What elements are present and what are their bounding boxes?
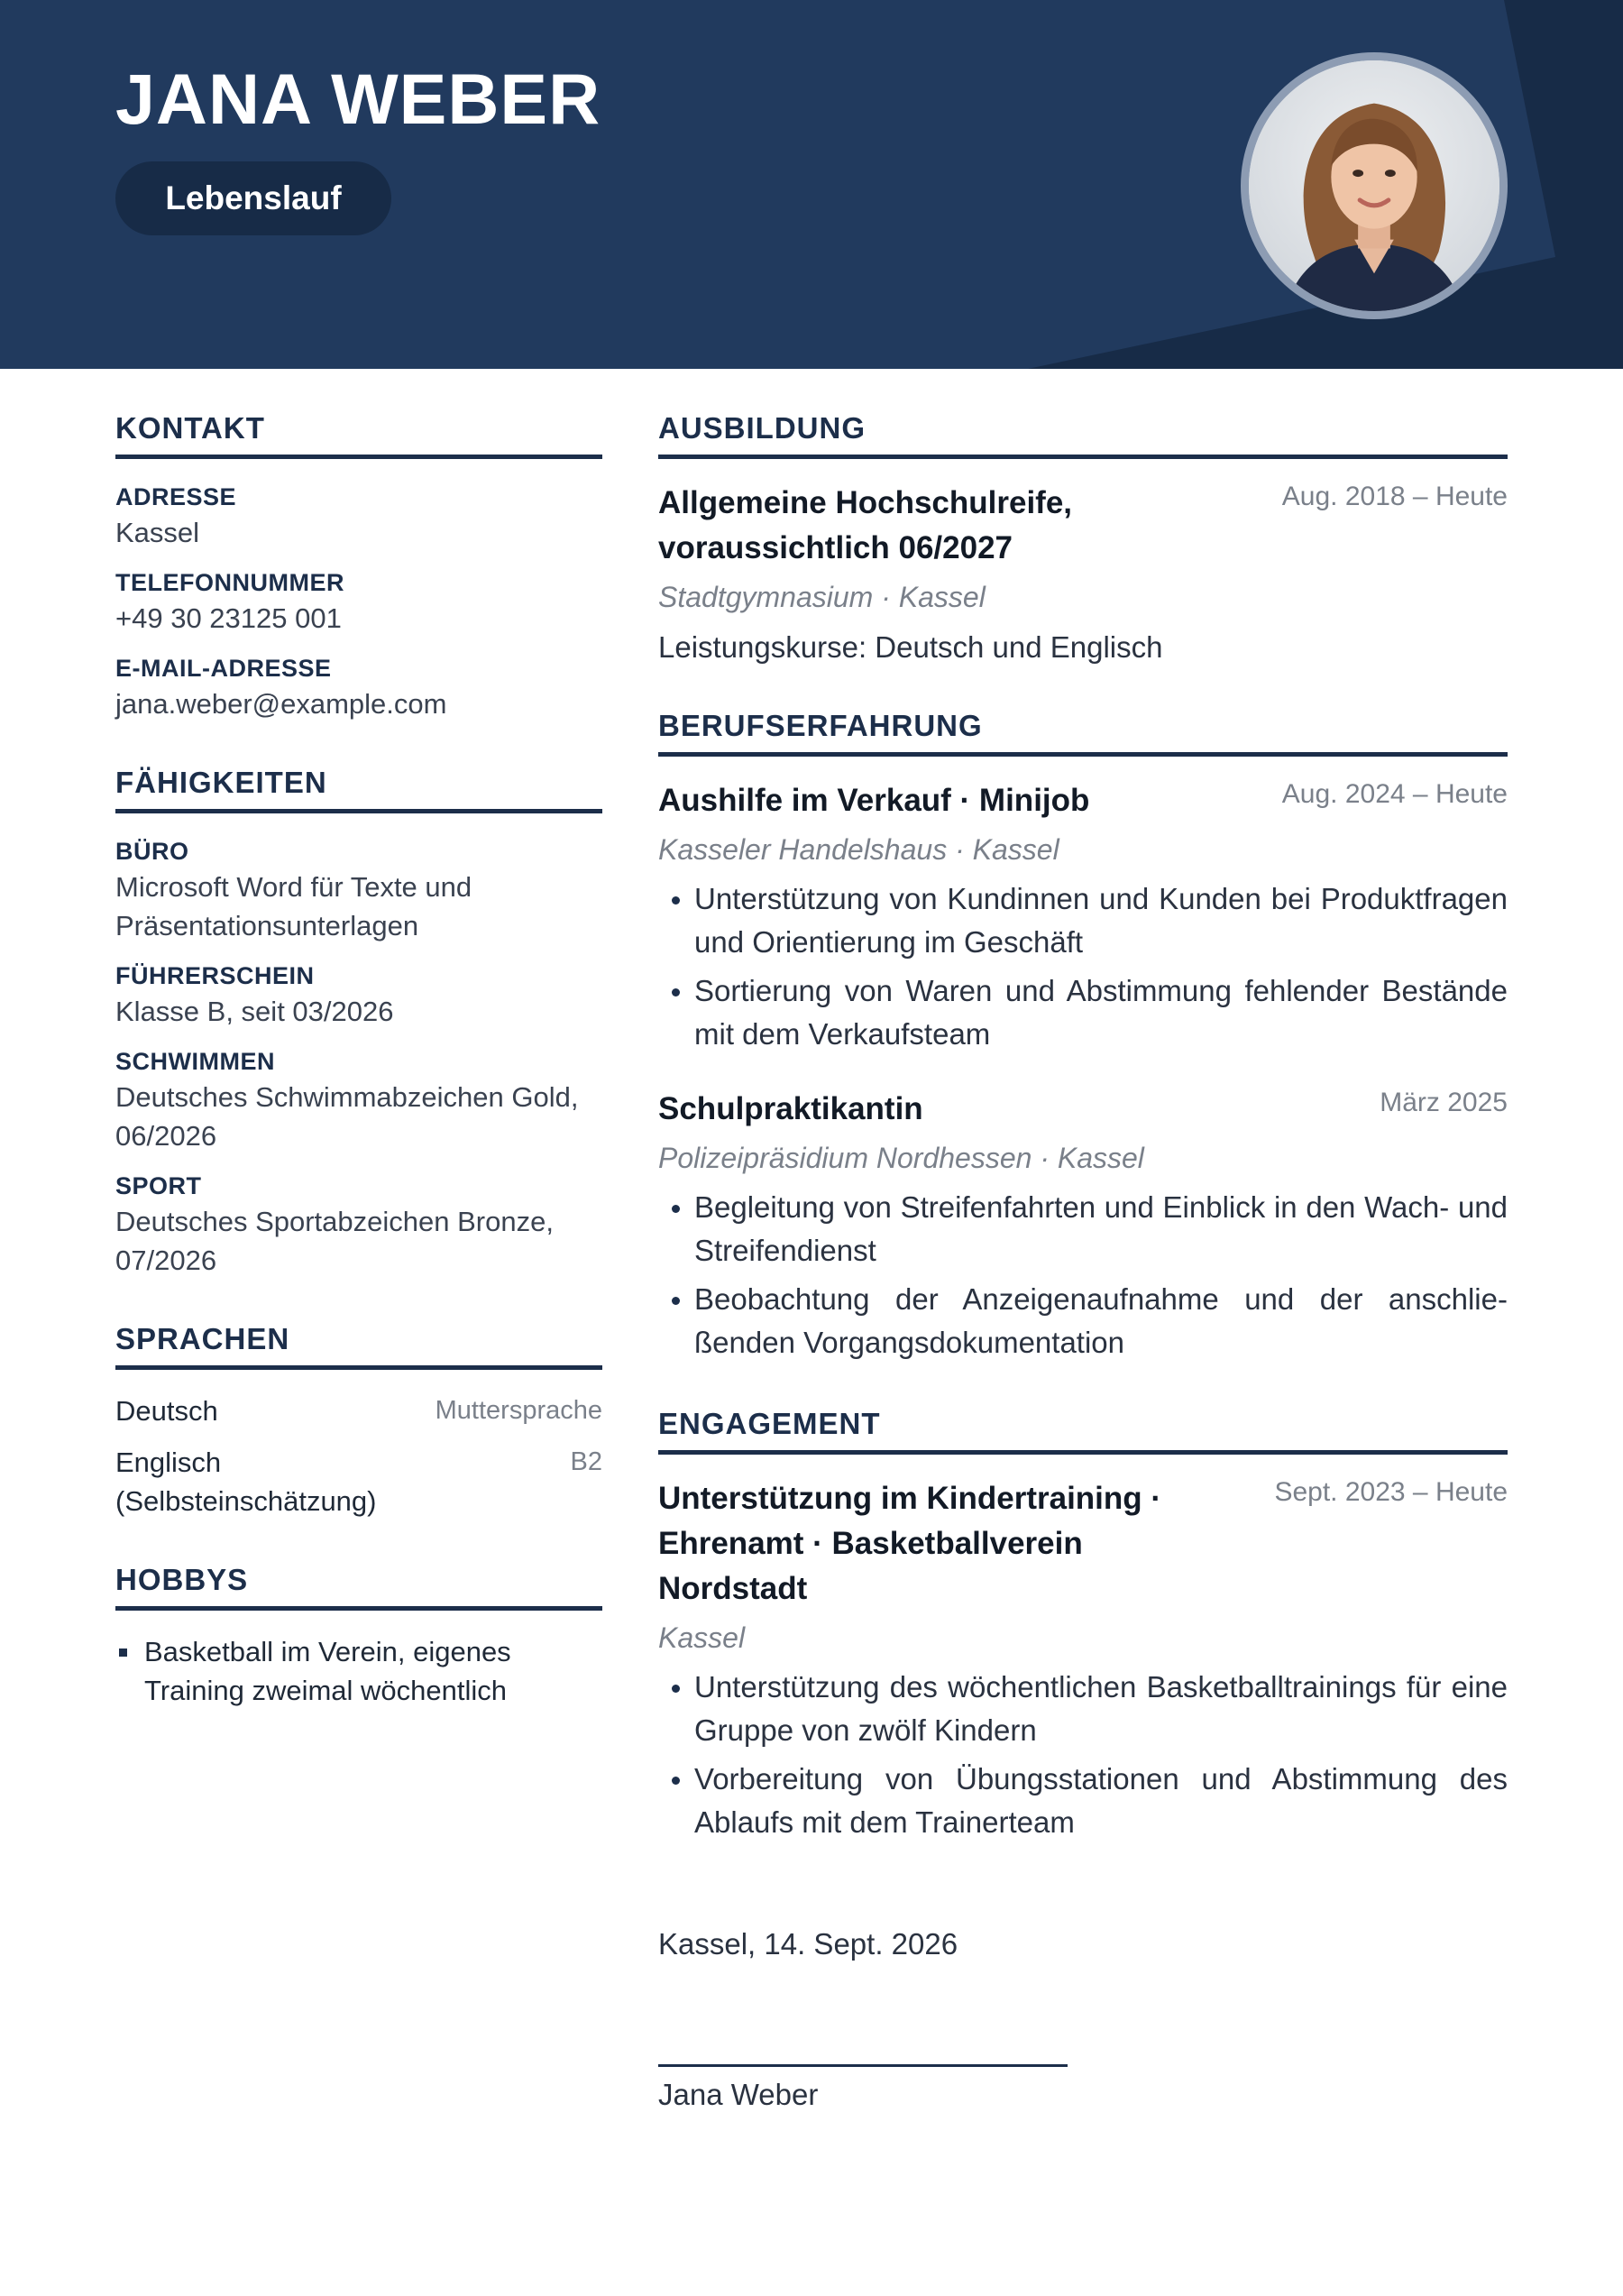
contact-email-label: E-MAIL-ADRESSE (115, 655, 332, 682)
section-title-languages: SPRACHEN (115, 1321, 602, 1370)
skill-label: SCHWIMMEN (115, 1048, 275, 1075)
bullet-item: Sortierung von Waren und Abstimmung fehlender Bestände mit dem Verkaufsteam (658, 969, 1508, 1056)
entry-bullet-list (658, 877, 1508, 1056)
contact-phone-label: TELEFONNUMMER (115, 569, 344, 596)
contact-email-value: jana.weber@example.com (115, 688, 447, 720)
profile-photo (1241, 52, 1508, 319)
entry-title: Schulpraktikantin (658, 1091, 923, 1126)
bullet-item: Beobachtung der Anzeigenaufnahme und der anschließenden Vorgangsdokumentation (658, 1278, 1508, 1364)
engagement-section (658, 1406, 1508, 1844)
section-title-engagement: ENGAGEMENT (658, 1406, 1508, 1455)
entry-bullet-list (658, 1666, 1508, 1844)
entry-date: Sept. 2023 – Heute (1274, 1477, 1508, 1507)
square-bullet-icon (119, 1649, 127, 1657)
skill-label: FÜHRERSCHEIN (115, 962, 315, 989)
signature-line (658, 2064, 1068, 2067)
contact-phone-value: +49 30 23125 001 (115, 602, 342, 634)
section-title-experience: BERUFSERFAHRUNG (658, 708, 1508, 757)
entry-title: Allgemeine Hochschulreife, voraussichtlich 06/2027 (658, 485, 1073, 565)
language-row (115, 1443, 602, 1520)
place-and-date: Kassel, 14. Sept. 2026 (658, 1927, 958, 1961)
closing-section (658, 1924, 1508, 2116)
header-banner (0, 0, 1623, 369)
language-row (115, 1391, 602, 1430)
entry-organization: Stadtgymnasium · Kassel (658, 581, 986, 613)
skill-value: Microsoft Word für Texte und Präsentationsunterlagen (115, 871, 472, 941)
languages-section (115, 1321, 602, 1520)
bullet-item: Vorbereitung von Übungsstationen und Abstimmung des Ablaufs mit dem Trainerteam (658, 1758, 1508, 1844)
skill-value: Klasse B, seit 03/2026 (115, 996, 394, 1027)
education-entry (658, 481, 1508, 668)
skill-label: BÜRO (115, 838, 189, 865)
section-title-hobbies: HOBBYS (115, 1562, 602, 1611)
right-column (658, 410, 1508, 2116)
experience-entry (658, 778, 1508, 1056)
education-section (658, 410, 1508, 668)
entry-title: Unterstützung im Kindertraining · Ehrenamt · Basketballverein Nordstadt (658, 1481, 1162, 1606)
left-column (115, 410, 602, 1710)
section-title-contact: KONTAKT (115, 410, 602, 459)
bullet-item: Unterstützung des wöchentlichen Basketballtrainings für eine Gruppe von zwölf Kindern (658, 1666, 1508, 1752)
entry-description: Leistungskurse: Deutsch und Englisch (658, 630, 1163, 664)
entry-bullet-list (658, 1186, 1508, 1364)
bullet-item: Begleitung von Streifenfahrten und Einblick in den Wach- und Streifendienst (658, 1186, 1508, 1272)
skills-section (115, 765, 602, 1280)
hobbies-section (115, 1562, 602, 1710)
section-title-skills: FÄHIGKEITEN (115, 765, 602, 813)
portrait-photo-icon (1249, 60, 1499, 311)
entry-organization: Kassel (658, 1621, 746, 1654)
entry-date: März 2025 (1380, 1088, 1508, 1117)
contact-address-value: Kassel (115, 517, 200, 548)
experience-entry (658, 1087, 1508, 1364)
entry-title: Aushilfe im Verkauf · Minijob (658, 783, 1090, 818)
hobby-text: Basketball im Verein, eigenes Training zweimal wöchentlich (144, 1636, 511, 1706)
experience-section (658, 708, 1508, 1364)
hobby-item (115, 1632, 602, 1710)
document-type-badge: Lebenslauf (115, 161, 391, 235)
engagement-entry (658, 1476, 1508, 1844)
language-name: Deutsch (115, 1395, 218, 1427)
entry-organization: Polizeipräsidium Nordhessen · Kassel (658, 1142, 1144, 1174)
entry-organization: Kasseler Handelshaus · Kassel (658, 833, 1059, 866)
entry-date: Aug. 2018 – Heute (1281, 482, 1508, 511)
language-level: B2 (570, 1447, 602, 1476)
language-level: Muttersprache (435, 1396, 602, 1425)
signature-name: Jana Weber (658, 2078, 819, 2111)
language-name: Englisch (Selbsteinschätzung) (115, 1446, 377, 1517)
section-title-education: AUSBILDUNG (658, 410, 1508, 459)
skill-label: SPORT (115, 1172, 202, 1199)
skill-value: Deutsches Sportabzeichen Bronze, 07/2026 (115, 1206, 554, 1276)
bullet-item: Unterstützung von Kundinnen und Kunden bei Produktfragen und Orientierung im Geschäft (658, 877, 1508, 964)
candidate-name: JANA WEBER (115, 59, 601, 139)
contact-section (115, 410, 602, 723)
contact-address-label: ADRESSE (115, 483, 237, 510)
entry-date: Aug. 2024 – Heute (1281, 779, 1508, 809)
skill-value: Deutsches Schwimmabzeichen Gold, 06/2026 (115, 1081, 579, 1152)
